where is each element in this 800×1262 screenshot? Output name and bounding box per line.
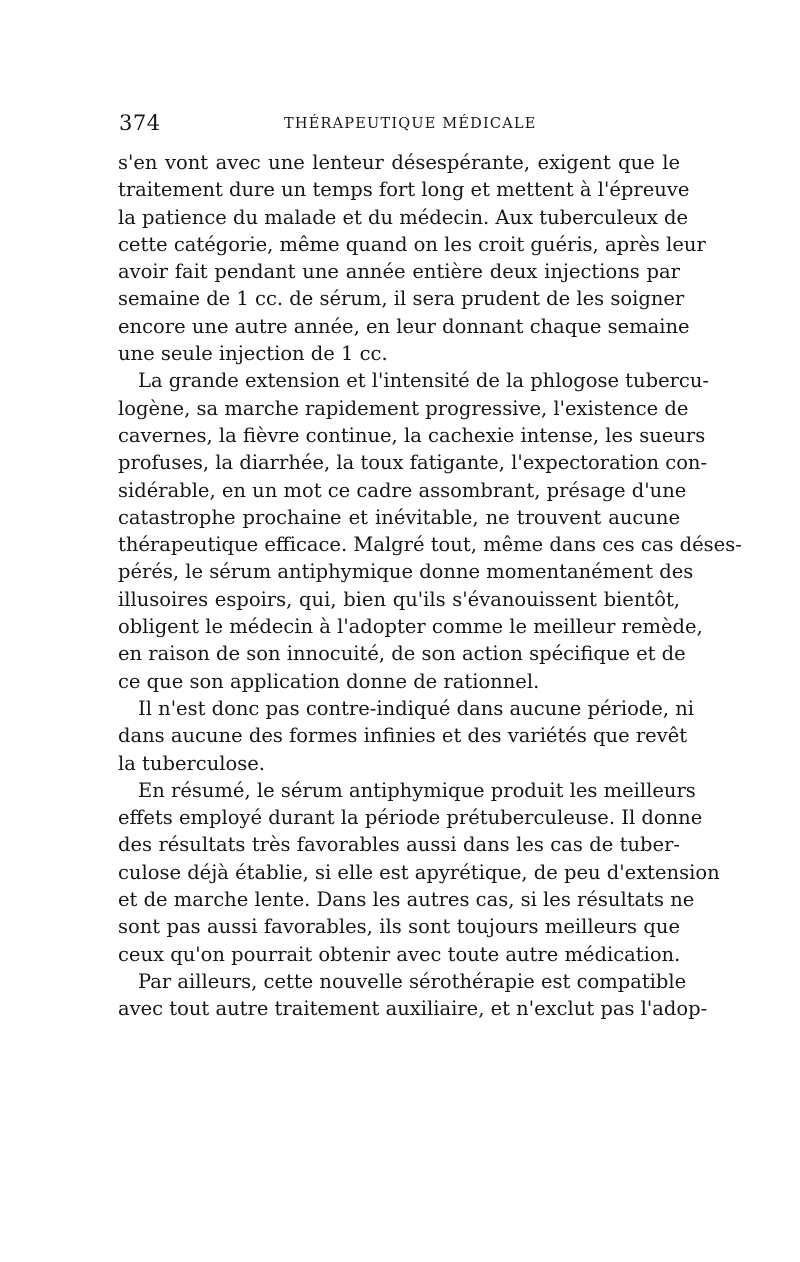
paragraph-start-line: Par ailleurs, cette nouvelle sérothérapie est compatible bbox=[138, 969, 687, 993]
text-line: une seule injection de 1 cc. bbox=[118, 342, 388, 366]
text-line: la tuberculose. bbox=[118, 751, 266, 775]
text-line: cavernes, la fièvre continue, la cachexie intense, les sueurs bbox=[118, 423, 706, 447]
text-line: logène, sa marche rapidement progressive, l'existence de bbox=[118, 396, 689, 420]
text-line: encore une autre année, en leur donnant chaque semaine bbox=[118, 314, 690, 338]
paragraph-start-line: Il n'est donc pas contre-indiqué dans aucune période, ni bbox=[138, 696, 695, 720]
text-line: ceux qu'on pourrait obtenir avec toute autre médication. bbox=[118, 942, 681, 966]
text-line: des résultats très favorables aussi dans les cas de tuber- bbox=[118, 833, 680, 857]
text-line: thérapeutique efficace. Malgré tout, même dans ces cas déses- bbox=[118, 533, 742, 557]
text-line: catastrophe prochaine et inévitable, ne trouvent aucune bbox=[118, 505, 680, 529]
text-line: dans aucune des formes infinies et des variétés que revêt bbox=[118, 724, 688, 748]
text-line: en raison de son innocuité, de son action spécifique et de bbox=[118, 642, 686, 666]
paragraph-start-line: La grande extension et l'intensité de la phlogose tubercu- bbox=[138, 369, 709, 393]
text-line: illusoires espoirs, qui, bien qu'ils s'évanouissent bientôt, bbox=[118, 587, 680, 611]
text-line: pérés, le sérum antiphymique donne momentanément des bbox=[118, 560, 694, 584]
body-text bbox=[118, 149, 742, 1023]
text-line: avoir fait pendant une année entière deux injections par bbox=[118, 260, 680, 284]
page-number: 374 bbox=[119, 111, 161, 135]
text-line: semaine de 1 cc. de sérum, il sera prudent de les soigner bbox=[118, 287, 685, 311]
text-line: cette catégorie, même quand on les croit guéris, après leur bbox=[118, 232, 706, 256]
text-line: culose déjà établie, si elle est apyrétique, de peu d'extension bbox=[118, 860, 720, 884]
text-line: profuses, la diarrhée, la toux fatigante, l'expectoration con- bbox=[118, 451, 708, 475]
text-line: traitement dure un temps fort long et mettent à l'épreuve bbox=[118, 178, 690, 202]
running-header bbox=[119, 111, 681, 141]
text-line: la patience du malade et du médecin. Aux tuberculeux de bbox=[118, 205, 689, 229]
text-line: sidérable, en un mot ce cadre assombrant, présage d'une bbox=[118, 478, 687, 502]
text-line: effets employé durant la période prétuberculeuse. Il donne bbox=[118, 806, 703, 830]
text-line: sont pas aussi favorables, ils sont toujours meilleurs que bbox=[118, 915, 680, 939]
text-line: et de marche lente. Dans les autres cas, si les résultats ne bbox=[118, 888, 695, 912]
text-line: avec tout autre traitement auxiliaire, et n'exclut pas l'adop- bbox=[118, 997, 708, 1021]
text-line: obligent le médecin à l'adopter comme le meilleur remède, bbox=[118, 615, 703, 639]
text-line: ce que son application donne de rationnel. bbox=[118, 669, 540, 693]
running-title: THÉRAPEUTIQUE MÉDICALE bbox=[284, 116, 537, 132]
text-line: s'en vont avec une lenteur désespérante, exigent que le bbox=[118, 151, 680, 174]
paragraph-start-line: En résumé, le sérum antiphymique produit les meilleurs bbox=[138, 778, 696, 802]
